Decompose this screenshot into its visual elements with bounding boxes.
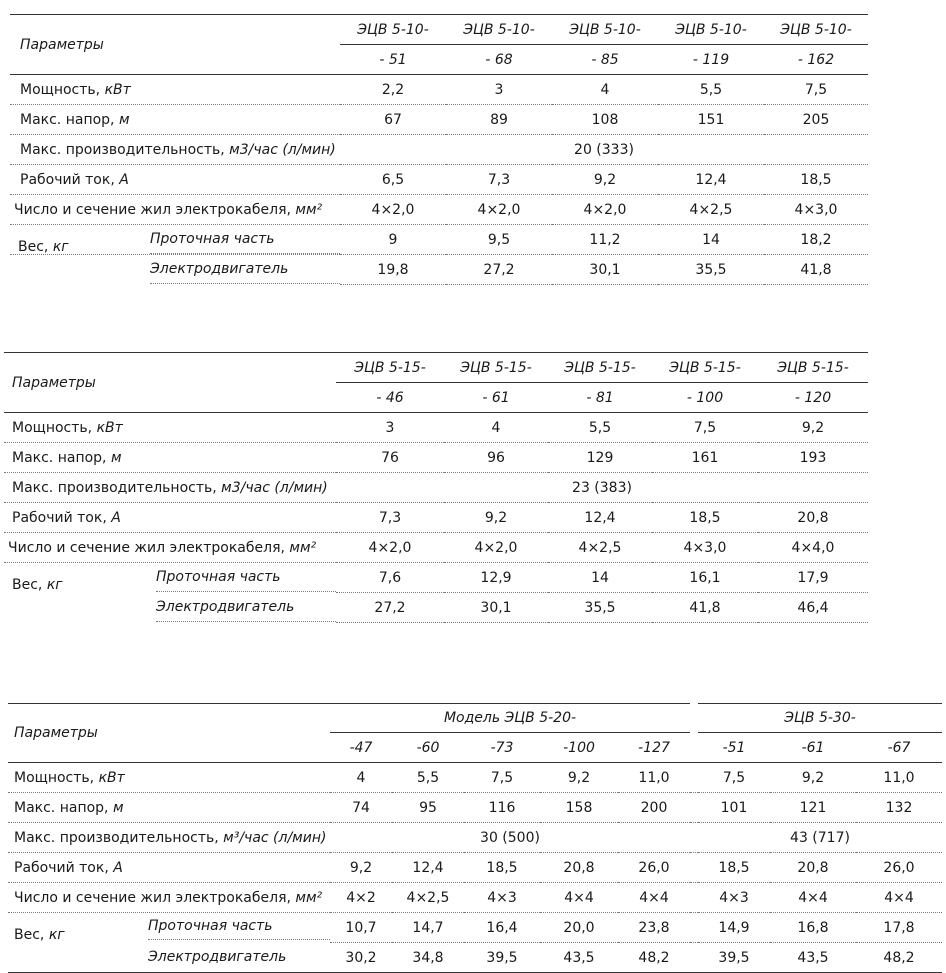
- row-label: Число и сечение жил электрокабеля, мм²: [10, 195, 340, 225]
- cell: 46,4: [758, 593, 868, 623]
- table-row: [10, 105, 868, 135]
- model-suffix: - 100: [652, 383, 758, 413]
- cell: 41,8: [764, 255, 868, 285]
- cell: 16,8: [770, 913, 856, 943]
- row-label: Рабочий ток, А: [4, 503, 336, 533]
- cell: 30,2: [330, 943, 392, 973]
- cell: 4×3,0: [652, 533, 758, 563]
- cell: 34,8: [392, 943, 464, 973]
- row-label: Мощность, кВт: [8, 763, 330, 793]
- cell: 26,0: [856, 853, 942, 883]
- cell: 19,8: [340, 255, 446, 285]
- cell: 16,1: [652, 563, 758, 593]
- cell: 43,5: [540, 943, 618, 973]
- cell: 76: [336, 443, 444, 473]
- model-suffix: -47: [330, 733, 392, 763]
- row-label: Макс. напор, м: [8, 793, 330, 823]
- weight-sub-label: Электродвигатель: [148, 949, 287, 966]
- cell: 151: [658, 105, 764, 135]
- cell: 3: [446, 75, 552, 105]
- model-name: ЭЦВ 5-10-: [764, 15, 868, 45]
- table-row: [4, 473, 868, 503]
- model-suffix: - 51: [340, 45, 446, 75]
- cell: 18,5: [652, 503, 758, 533]
- cell-merged: 23 (383): [336, 473, 868, 503]
- cell: 4×3: [698, 883, 770, 913]
- cell: 4×2,0: [336, 533, 444, 563]
- table-ecv-5-20-5-30: [8, 703, 942, 973]
- cell: 4×4: [856, 883, 942, 913]
- cell: 4: [444, 413, 548, 443]
- model-suffix: -100: [540, 733, 618, 763]
- table-row: [10, 195, 868, 225]
- cell: 158: [540, 793, 618, 823]
- row-label: Макс. напор, м: [4, 443, 336, 473]
- cell: 4×2,0: [444, 533, 548, 563]
- cell: 14,9: [698, 913, 770, 943]
- row-label: Рабочий ток, А: [8, 853, 330, 883]
- cell: 4×2,5: [548, 533, 652, 563]
- cell: 4×4,0: [758, 533, 868, 563]
- weight-sub-label: Проточная часть: [156, 569, 336, 592]
- cell: 39,5: [698, 943, 770, 973]
- cell: 193: [758, 443, 868, 473]
- model-name: ЭЦВ 5-10-: [340, 15, 446, 45]
- cell: 9,2: [444, 503, 548, 533]
- table-row: [10, 255, 868, 285]
- model-suffix: -127: [618, 733, 690, 763]
- cell: 108: [552, 105, 658, 135]
- table-row: [8, 793, 942, 823]
- model-suffix: - 85: [552, 45, 658, 75]
- cell: 4×2,0: [552, 195, 658, 225]
- table-row: [8, 763, 942, 793]
- weight-sub-label: Электродвигатель: [150, 255, 340, 284]
- weight-cell-2: [8, 943, 330, 973]
- cell: 11,0: [618, 763, 690, 793]
- table-row: [8, 883, 942, 913]
- cell: 10,7: [330, 913, 392, 943]
- cell: 4×3,0: [764, 195, 868, 225]
- weight-cell-2: [4, 593, 336, 623]
- weight-sub-label: Проточная часть: [150, 231, 340, 254]
- cell-merged: 20 (333): [340, 135, 868, 165]
- row-label: Макс. производительность, м3/час (л/мин): [10, 135, 340, 165]
- cell: 7,5: [464, 763, 540, 793]
- cell: 9,2: [552, 165, 658, 195]
- cell: 30,1: [444, 593, 548, 623]
- cell: 7,3: [446, 165, 552, 195]
- table-row: [10, 135, 868, 165]
- table-row: [8, 943, 942, 973]
- row-label: Мощность, кВт: [4, 413, 336, 443]
- weight-sub-label: Электродвигатель: [156, 593, 336, 622]
- table-row: [4, 533, 868, 563]
- cell: 39,5: [464, 943, 540, 973]
- cell: 95: [392, 793, 464, 823]
- model-name: ЭЦВ 5-10-: [658, 15, 764, 45]
- cell: 11,2: [552, 225, 658, 255]
- row-label: Макс. производительность, м³/час (л/мин): [8, 823, 330, 853]
- cell: 17,9: [758, 563, 868, 593]
- cell: 89: [446, 105, 552, 135]
- cell: 4×2: [330, 883, 392, 913]
- row-label: Макс. напор, м: [10, 105, 340, 135]
- cell: 121: [770, 793, 856, 823]
- cell: 17,8: [856, 913, 942, 943]
- group-gap: [690, 853, 698, 883]
- cell: 20,8: [758, 503, 868, 533]
- cell: 4×4: [770, 883, 856, 913]
- param-header: Параметры: [10, 15, 340, 75]
- model-suffix: - 120: [758, 383, 868, 413]
- cell: 4×3: [464, 883, 540, 913]
- cell: 14: [658, 225, 764, 255]
- cell: 48,2: [618, 943, 690, 973]
- weight-cell: [8, 913, 330, 943]
- model-name: ЭЦВ 5-15-: [444, 353, 548, 383]
- group-gap: [690, 823, 698, 853]
- cell: 205: [764, 105, 868, 135]
- table-row: [4, 503, 868, 533]
- model-name: ЭЦВ 5-10-: [552, 15, 658, 45]
- model-suffix: - 81: [548, 383, 652, 413]
- group-gap: [690, 763, 698, 793]
- cell: 18,5: [764, 165, 868, 195]
- cell: 27,2: [446, 255, 552, 285]
- cell: 116: [464, 793, 540, 823]
- model-name: ЭЦВ 5-15-: [548, 353, 652, 383]
- cell: 23,8: [618, 913, 690, 943]
- table-row: [10, 165, 868, 195]
- cell: 4: [552, 75, 658, 105]
- cell: 4×2,0: [340, 195, 446, 225]
- group-title-5-20: Модель ЭЦВ 5-20-: [330, 704, 690, 733]
- cell: 161: [652, 443, 758, 473]
- cell: 20,8: [540, 853, 618, 883]
- cell: 132: [856, 793, 942, 823]
- cell: 27,2: [336, 593, 444, 623]
- group-gap: [690, 733, 698, 763]
- weight-sub-label: Проточная часть: [148, 918, 330, 940]
- cell: 48,2: [856, 943, 942, 973]
- cell: 18,5: [464, 853, 540, 883]
- cell: 7,5: [652, 413, 758, 443]
- cell: 20,0: [540, 913, 618, 943]
- cell: 4×4: [618, 883, 690, 913]
- cell: 35,5: [658, 255, 764, 285]
- cell: 12,9: [444, 563, 548, 593]
- weight-label: Вес, кг: [12, 577, 63, 593]
- table-ecv-5-10: [10, 14, 868, 285]
- cell: 9,2: [330, 853, 392, 883]
- model-name: ЭЦВ 5-15-: [758, 353, 868, 383]
- weight-cell: [10, 225, 340, 255]
- model-suffix: -73: [464, 733, 540, 763]
- cell: 14: [548, 563, 652, 593]
- cell: 3: [336, 413, 444, 443]
- table-row: [10, 75, 868, 105]
- cell: 5,5: [548, 413, 652, 443]
- cell: 14,7: [392, 913, 464, 943]
- table-row: [4, 413, 868, 443]
- table-row: [4, 563, 868, 593]
- cell: 30,1: [552, 255, 658, 285]
- cell: 7,3: [336, 503, 444, 533]
- cell: 11,0: [856, 763, 942, 793]
- cell: 7,5: [698, 763, 770, 793]
- table-row: [8, 913, 942, 943]
- group-gap: [690, 883, 698, 913]
- cell: 67: [340, 105, 446, 135]
- table-ecv-5-15: [4, 352, 868, 623]
- weight-label: Вес, кг: [14, 927, 65, 943]
- group-gap: [690, 913, 698, 943]
- cell: 5,5: [392, 763, 464, 793]
- model-name: ЭЦВ 5-15-: [336, 353, 444, 383]
- cell: 41,8: [652, 593, 758, 623]
- weight-label: Вес, кг: [18, 239, 69, 255]
- cell: 96: [444, 443, 548, 473]
- row-label: Число и сечение жил электрокабеля, мм²: [4, 533, 336, 563]
- group-title-5-30: ЭЦВ 5-30-: [698, 704, 942, 733]
- cell: 4×2,5: [658, 195, 764, 225]
- cell: 43,5: [770, 943, 856, 973]
- cell: 129: [548, 443, 652, 473]
- model-name: ЭЦВ 5-10-: [446, 15, 552, 45]
- cell: 74: [330, 793, 392, 823]
- cell: 4×2,5: [392, 883, 464, 913]
- cell-merged: 43 (717): [698, 823, 942, 853]
- group-gap: [690, 793, 698, 823]
- cell: 4×2,0: [446, 195, 552, 225]
- cell: 9,2: [770, 763, 856, 793]
- cell: 9,5: [446, 225, 552, 255]
- cell: 7,5: [764, 75, 868, 105]
- cell: 9: [340, 225, 446, 255]
- cell: 12,4: [392, 853, 464, 883]
- model-suffix: -60: [392, 733, 464, 763]
- group-gap: [690, 704, 698, 733]
- cell: 9,2: [758, 413, 868, 443]
- cell: 12,4: [658, 165, 764, 195]
- cell: 200: [618, 793, 690, 823]
- model-suffix: - 68: [446, 45, 552, 75]
- model-name: ЭЦВ 5-15-: [652, 353, 758, 383]
- cell: 4: [330, 763, 392, 793]
- table-row: [8, 853, 942, 883]
- cell: 20,8: [770, 853, 856, 883]
- row-label: Мощность, кВт: [10, 75, 340, 105]
- cell: 2,2: [340, 75, 446, 105]
- cell: 18,5: [698, 853, 770, 883]
- param-header: Параметры: [4, 353, 336, 413]
- model-suffix: - 162: [764, 45, 868, 75]
- cell-merged: 30 (500): [330, 823, 690, 853]
- table-row: [8, 823, 942, 853]
- table-row: [4, 443, 868, 473]
- model-suffix: -61: [770, 733, 856, 763]
- cell: 12,4: [548, 503, 652, 533]
- param-header: Параметры: [8, 704, 330, 763]
- weight-cell-2: [10, 255, 340, 285]
- model-suffix: - 61: [444, 383, 548, 413]
- cell: 6,5: [340, 165, 446, 195]
- row-label: Число и сечение жил электрокабеля, мм²: [8, 883, 330, 913]
- weight-cell: [4, 563, 336, 593]
- cell: 4×4: [540, 883, 618, 913]
- model-suffix: - 119: [658, 45, 764, 75]
- cell: 5,5: [658, 75, 764, 105]
- group-gap: [690, 943, 698, 973]
- row-label: Рабочий ток, А: [10, 165, 340, 195]
- model-suffix: -51: [698, 733, 770, 763]
- model-suffix: - 46: [336, 383, 444, 413]
- cell: 18,2: [764, 225, 868, 255]
- cell: 7,6: [336, 563, 444, 593]
- table-row: [4, 593, 868, 623]
- cell: 35,5: [548, 593, 652, 623]
- row-label: Макс. производительность, м3/час (л/мин): [4, 473, 336, 503]
- model-suffix: -67: [856, 733, 942, 763]
- cell: 9,2: [540, 763, 618, 793]
- table-row: [10, 225, 868, 255]
- cell: 16,4: [464, 913, 540, 943]
- cell: 26,0: [618, 853, 690, 883]
- cell: 101: [698, 793, 770, 823]
